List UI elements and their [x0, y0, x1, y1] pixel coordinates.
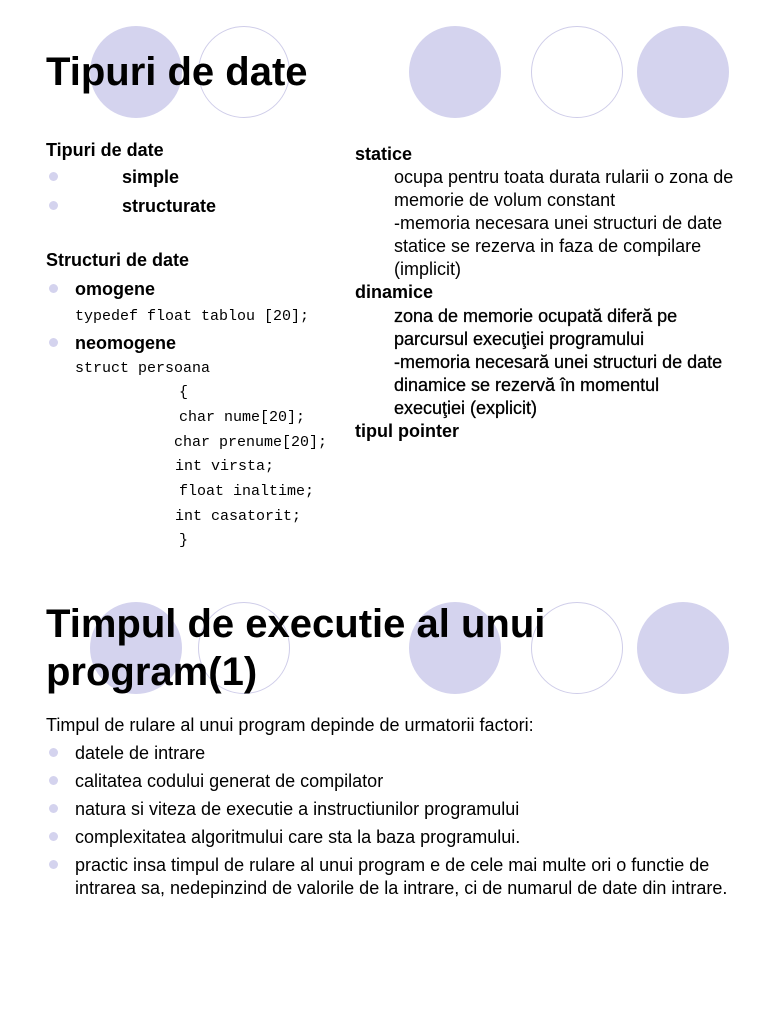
factor-item: practic insa timpul de rulare al unui program e de cele mai multe ori o functie de intrarea sa, nedepinzind de valorile de la intrare, ci de numarul de date din intrare.: [75, 855, 728, 898]
dinamice-text: zona de memorie ocupată diferă pe parcursul execuţiei programului -memoria necesară unei structuri de date dinamice se rezervă în momentul execuţiei (explicit): [394, 306, 723, 418]
bullet-icon: [49, 804, 58, 813]
slide1-title: Tipuri de date: [46, 50, 308, 94]
bullet-icon: [49, 860, 58, 869]
bullet-icon: [49, 776, 58, 785]
bullet-icon: [49, 172, 58, 181]
struct-line: char prenume[20];: [174, 434, 328, 451]
tipuri-heading: Tipuri de date: [46, 140, 164, 160]
factor-item: datele de intrare: [75, 743, 206, 763]
bullet-icon: [49, 284, 58, 293]
slide2-title-line1: Timpul de executie al unui: [46, 602, 546, 646]
structurate-item: structurate: [122, 196, 217, 216]
slide2-title-line2: program(1): [46, 650, 258, 694]
dinamice-heading: dinamice: [355, 282, 434, 302]
omogene-item: omogene: [75, 279, 156, 299]
bullet-icon: [49, 201, 58, 210]
decor-circle: [409, 26, 501, 118]
struct-line: float inaltime;: [179, 483, 315, 500]
decor-circle: [637, 26, 729, 118]
struct-line: struct persoana: [75, 360, 211, 377]
bullet-icon: [49, 338, 58, 347]
struct-line: }: [179, 532, 189, 549]
factor-item: complexitatea algoritmului care sta la baza programului.: [75, 827, 521, 847]
omogene-code: typedef float tablou [20];: [75, 308, 310, 325]
struct-line: int virsta;: [175, 458, 275, 475]
intro-text: Timpul de rulare al unui program depinde de urmatorii factori:: [46, 715, 534, 735]
neomogene-item: neomogene: [75, 333, 177, 353]
factor-item: calitatea codului generat de compilator: [75, 771, 384, 791]
statice-heading: statice: [355, 144, 413, 164]
structuri-heading: Structuri de date: [46, 250, 190, 270]
decor-circle: [637, 602, 729, 694]
statice-text: ocupa pentru toata durata rularii o zona de memorie de volum constant -memoria necesara unei structuri de date statice se rezerva in faza de compilare (implicit): [394, 167, 734, 279]
decor-ring: [531, 26, 623, 118]
struct-line: int casatorit;: [175, 508, 302, 525]
bullet-icon: [49, 832, 58, 841]
pointer-heading: tipul pointer: [355, 421, 459, 441]
struct-line: char nume[20];: [179, 409, 306, 426]
simple-item: simple: [122, 167, 180, 187]
factor-item: natura si viteza de executie a instructiunilor programului: [75, 799, 520, 819]
struct-line: {: [179, 384, 189, 401]
bullet-icon: [49, 748, 58, 757]
